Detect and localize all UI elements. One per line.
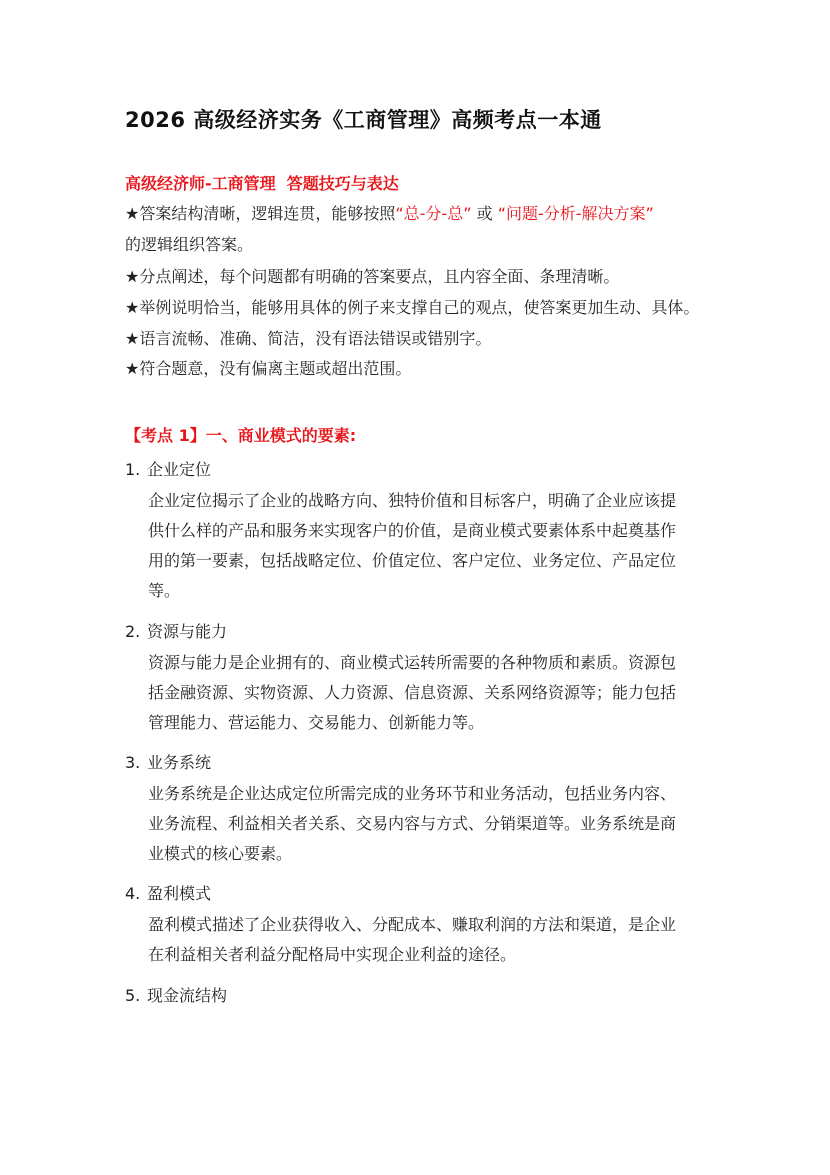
tip-point-4: ★语言流畅、准确、简洁，没有语法错误或错别字。 bbox=[125, 329, 492, 348]
document-title: 2026 高级经济实务《工商管理》高频考点一本通 bbox=[125, 108, 602, 132]
item-4-title: 4. 盈利模式 bbox=[125, 884, 212, 903]
section-1-heading: 【考点 1】一、商业模式的要素: bbox=[125, 426, 357, 445]
item-4-paragraph: 盈利模式描述了企业获得收入、分配成本、赚取利润的方法和渠道，是企业 在利益相关者利益分配格局中实现企业利益的途径。 bbox=[148, 915, 677, 964]
item-2-paragraph: 资源与能力是企业拥有的、商业模式运转所需要的各种物质和素质。资源包 括金融资源、实物资源、人力资源、信息资源、关系网络资源等；能力包括 管理能力、营运能力、交易能力、创新能力等。 bbox=[148, 653, 677, 732]
tip-point-1-continuation: 的逻辑组织答案。 bbox=[125, 235, 254, 254]
item-1-title: 1. 企业定位 bbox=[125, 460, 212, 479]
tip-point-5: ★符合题意，没有偏离主题或超出范围。 bbox=[125, 359, 412, 378]
item-1-paragraph: 企业定位揭示了企业的战略方向、独特价值和目标客户，明确了企业应该提 供什么样的产品和服务来实现客户的价值，是商业模式要素体系中起奠基作 用的第一要素，包括战略定位、价值定位、客户定位、业务定位、产品定位 等。 bbox=[148, 491, 677, 600]
highlight-problem-analysis-solution: “问题-分析-解决方案” bbox=[497, 204, 654, 223]
item-2-title: 2. 资源与能力 bbox=[125, 622, 228, 641]
item-3-paragraph: 业务系统是企业达成定位所需完成的业务环节和业务活动，包括业务内容、 业务流程、利益相关者关系、交易内容与方式、分销渠道等。业务系统是商 业模式的核心要素。 bbox=[148, 784, 677, 863]
tip-point-2: ★分点阐述，每个问题都有明确的答案要点，且内容全面、条理清晰。 bbox=[125, 267, 620, 286]
tip-point-1: ★答案结构清晰，逻辑连贯，能够按照“总-分-总” 或 “问题-分析-解决方案” bbox=[125, 204, 654, 223]
tips-heading: 高级经济师-工商管理 答题技巧与表达 bbox=[125, 174, 399, 193]
item-3-title: 3. 业务系统 bbox=[125, 753, 212, 772]
highlight-zong-fen-zong: “总-分-总” bbox=[395, 204, 472, 223]
tip-point-3: ★举例说明恰当，能够用具体的例子来支撑自己的观点，使答案更加生动、具体。 bbox=[125, 298, 700, 317]
item-5-title: 5. 现金流结构 bbox=[125, 986, 228, 1005]
